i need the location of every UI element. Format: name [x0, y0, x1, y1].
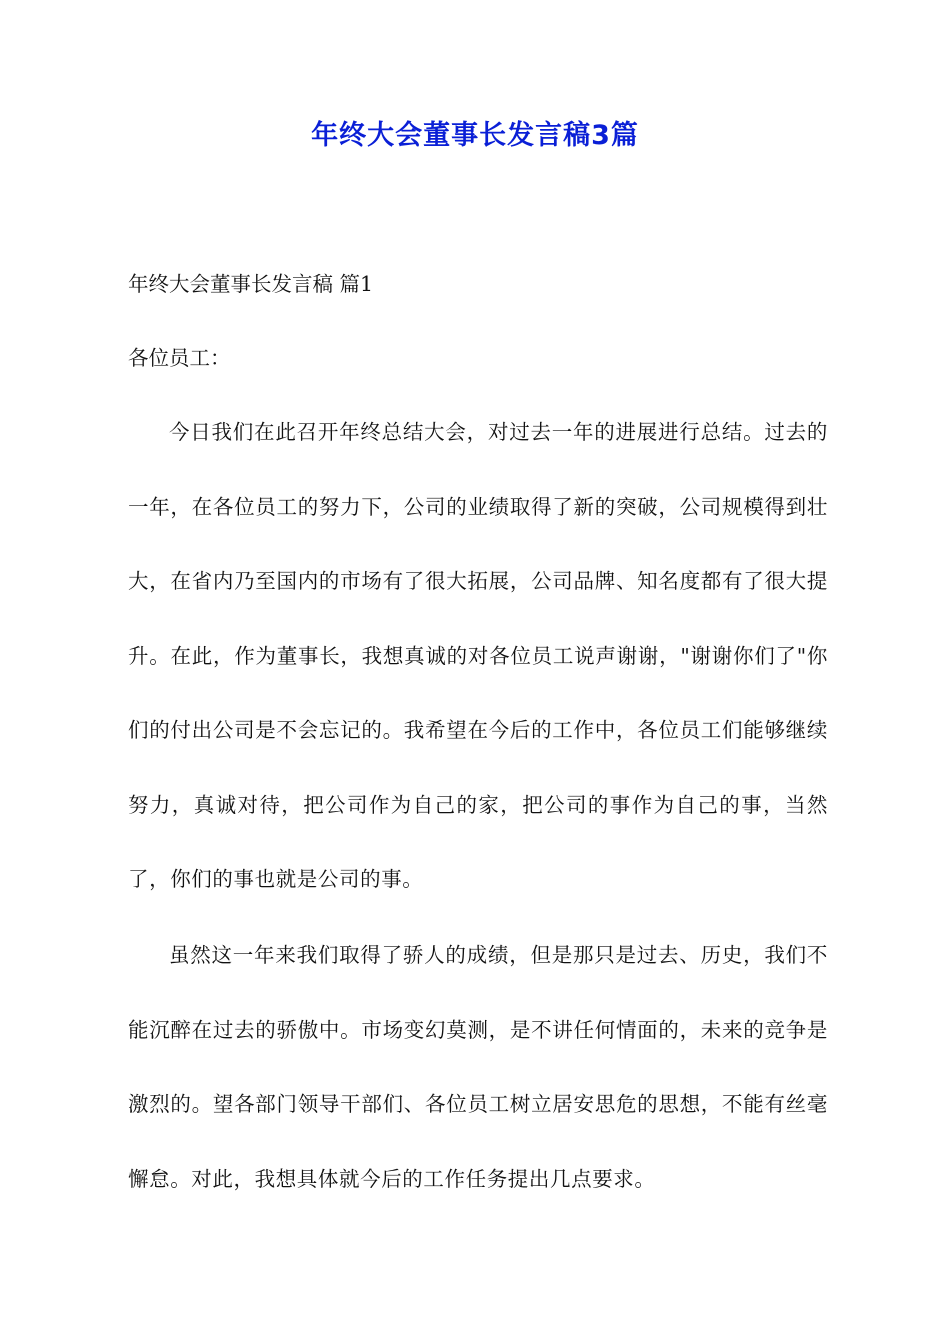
salutation: 各位员工：	[128, 346, 231, 370]
document-title: 年终大会董事长发言稿3篇	[311, 120, 639, 151]
body-paragraph: 虽然这一年来我们取得了骄人的成绩，但是那只是过去、历史，我们不能沉醉在过去的骄傲中。市场变幻莫测，是不讲任何情面的，未来的竞争是激烈的。望各部门领导干部们、各位员工树立居安思危的思想，不能有丝毫懈怠。对此，我想具体就今后的工作任务提出几点要求。	[128, 943, 828, 1191]
section-heading: 年终大会董事长发言稿 篇1	[128, 272, 374, 296]
body-paragraph: 今日我们在此召开年终总结大会，对过去一年的进展进行总结。过去的一年，在各位员工的努力下，公司的业绩取得了新的突破，公司规模得到壮大，在省内乃至国内的市场有了很大拓展，公司品牌、知名度都有了很大提升。在此，作为董事长，我想真诚的对各位员工说声谢谢，"谢谢你们了"你们的付出公司是不会忘记的。我希望在今后的工作中，各位员工们能够继续努力，真诚对待，把公司作为自己的家，把公司的事作为自己的事，当然了，你们的事也就是公司的事。	[128, 420, 828, 891]
